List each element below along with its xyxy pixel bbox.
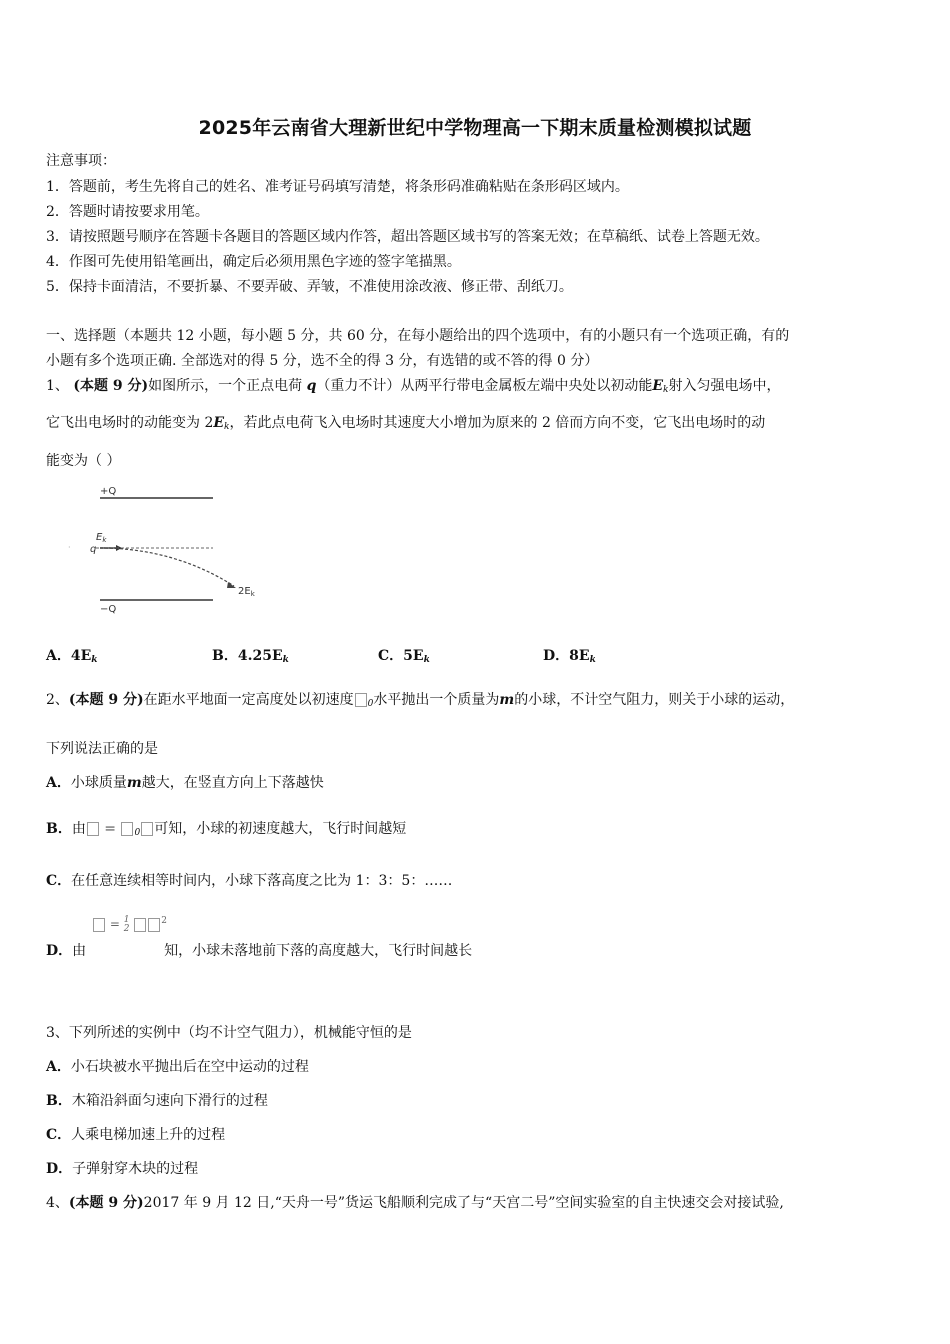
notice-item: 2．答题时请按要求用笔。 — [46, 204, 209, 220]
q2-option-d: D．由 知，小球未落地前下落的高度越大，飞行时间越长 — [46, 943, 473, 959]
option-a: A．$4E_k$ — [46, 648, 98, 665]
exit-energy-label: $2E_k$ — [238, 586, 255, 598]
negative-plate-label: −Q — [100, 604, 117, 615]
formula-placeholder-icon — [93, 918, 105, 932]
option-b: B．$4.25E_k$ — [212, 648, 289, 665]
question-4-line1: 4、(本题 9 分)2017 年 9 月 12 日,“天舟一号”货运飞船顺利完成了与“天宫二号”空间实验室的自主快速交会对接试验, — [46, 1195, 784, 1211]
notice-item: 3．请按照题号顺序在答题卡各题目的答题区域内作答，超出答题区域书写的答案无效；在草稿纸、试卷上答题无效。 — [46, 229, 769, 245]
question-number: 1、 — [46, 378, 69, 394]
notice-heading: 注意事项： — [46, 153, 116, 169]
formula-placeholder-icon — [141, 822, 153, 836]
ek-label: $E_k$ — [96, 532, 107, 544]
q2-option-a: A．小球质量m越大，在竖直方向上下落越快 — [46, 775, 324, 791]
q2-option-b: B．由 = $_0$ 可知，小球的初速度越大，飞行时间越短 — [46, 821, 407, 838]
trajectory-path — [100, 548, 234, 586]
option-d: D．$8E_k$ — [543, 648, 596, 665]
question-1-line1: 1、 (本题 9 分)如图所示，一个正点电荷 q（重力不计）从两平行带电金属板左端中央处以初动能$E_k$射入匀强电场中， — [46, 378, 781, 395]
question-2-line1: 2、(本题 9 分)在距水平地面一定高度处以初速度 $_0$水平抛出一个质量为m的小球，不计空气阻力，则关于小球的运动， — [46, 692, 795, 709]
question-2-line2: 下列说法正确的是 — [46, 741, 158, 757]
section-heading-line2: 小题有多个选项正确. 全部选对的得 5 分，选不全的得 3 分，有选错的或不答的得 0 分） — [46, 353, 599, 369]
q2-option-c: C．在任意连续相等时间内，小球下落高度之比为 1：3：5：…… — [46, 873, 453, 889]
q3-option-d: D．子弹射穿木块的过程 — [46, 1161, 199, 1177]
question-1-line2: 它飞出电场时的动能变为 $2E_k$，若此点电荷飞入电场时其速度大小增加为原来的 2 倍而方向不变，它飞出电场时的动 — [46, 415, 766, 432]
positive-plate-label: +Q — [100, 486, 117, 497]
notice-item: 5．保持卡面清洁，不要折暴、不要弄破、弄皱，不准使用涂改液、修正带、刮纸刀。 — [46, 279, 573, 295]
q3-option-b: B．木箱沿斜面匀速向下滑行的过程 — [46, 1093, 268, 1109]
q3-option-c: C．人乘电梯加速上升的过程 — [46, 1127, 226, 1143]
formula-placeholder-icon — [121, 822, 133, 836]
question-1-line3: 能变为（ ） — [46, 453, 121, 469]
section-heading-line1: 一、选择题（本题共 12 小题，每小题 5 分，共 60 分，在每小题给出的四个选项中，有的小题只有一个选项正确，有的 — [46, 328, 790, 344]
formula-placeholder-icon — [355, 693, 367, 707]
formula-placeholder-icon — [87, 822, 99, 836]
formula-placeholder-icon — [148, 918, 160, 932]
notice-item: 1．答题前，考生先将自己的姓名、准考证号码填写清楚，将条形码准确粘贴在条形码区域内。 — [46, 179, 629, 195]
option-c: C．$5E_k$ — [378, 648, 430, 665]
page-title: 2025年云南省大理新世纪中学物理高一下期末质量检测模拟试题 — [198, 117, 752, 139]
question-tag: (本题 9 分) — [73, 378, 149, 394]
trajectory-arrowhead — [227, 582, 236, 588]
q3-option-a: A．小石块被水平抛出后在空中运动的过程 — [46, 1059, 309, 1075]
capacitor-figure — [64, 478, 264, 618]
notice-item: 4．作图可先使用铅笔画出，确定后必须用黑色字迹的签字笔描黑。 — [46, 254, 461, 270]
q2-option-d-formula: = 1 2 $^2$ — [92, 912, 167, 934]
svg-text:·: · — [68, 543, 71, 552]
question-3-stem: 3、下列所述的实例中（均不计空气阻力），机械能守恒的是 — [46, 1025, 412, 1041]
charge-label: q — [90, 544, 97, 555]
formula-placeholder-icon — [134, 918, 146, 932]
